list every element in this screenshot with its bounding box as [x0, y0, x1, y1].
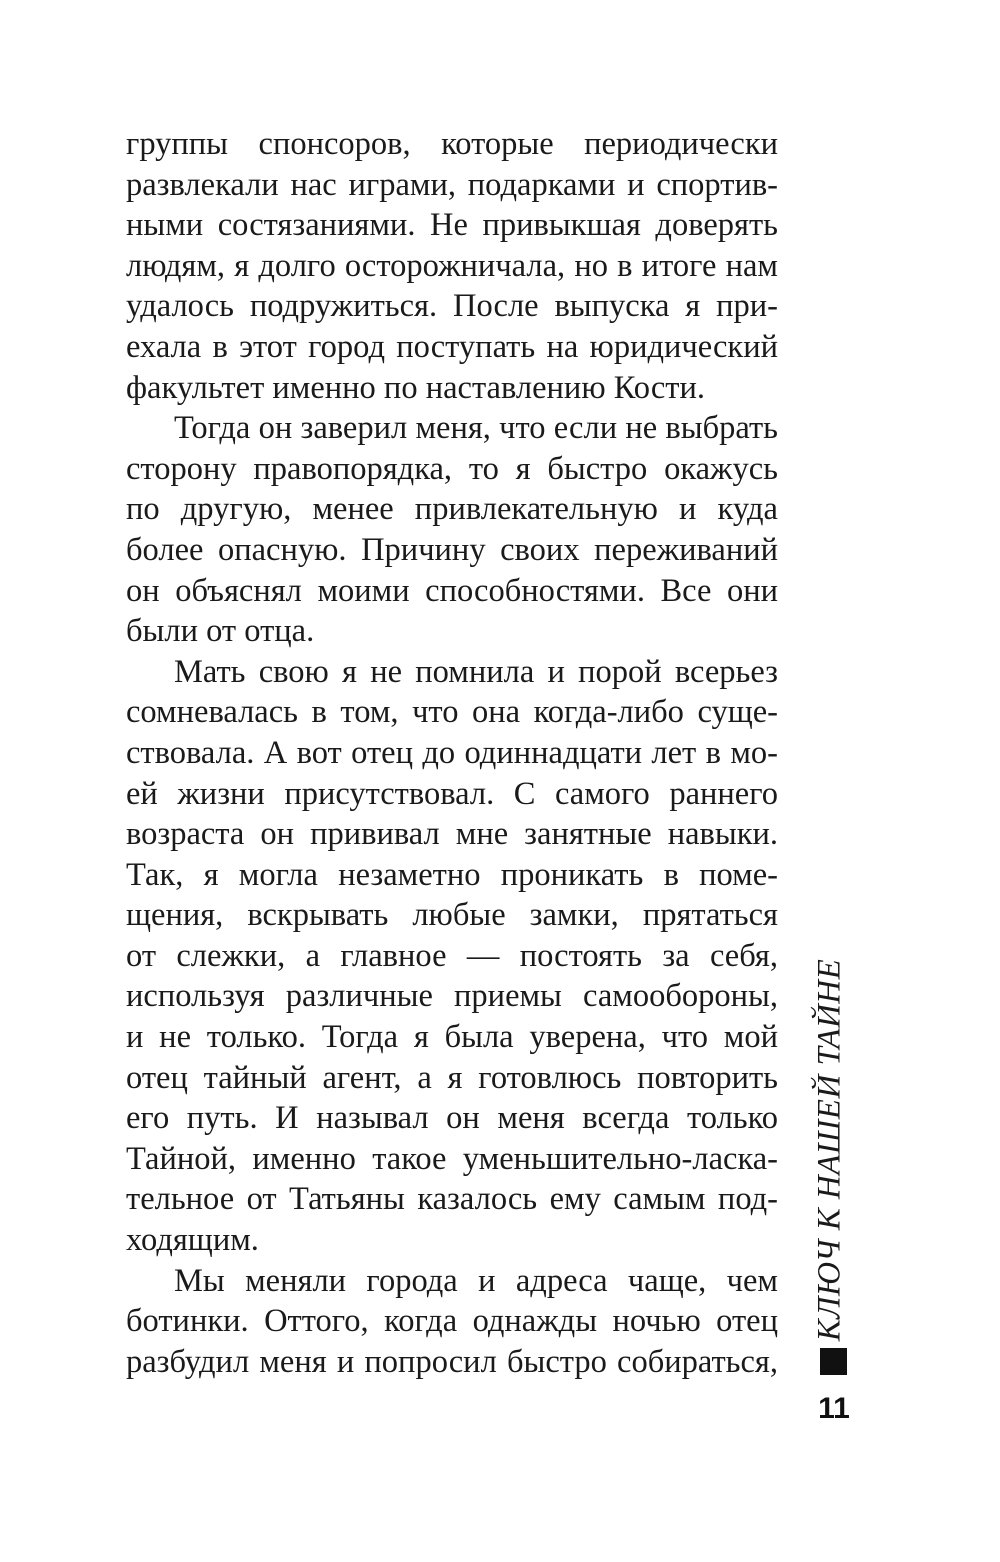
text-line: сторону правопорядка, то я быстро окажусь: [126, 450, 778, 487]
text-line: Тогда он заверил меня, что если не выбрать: [174, 410, 778, 447]
text-line: людям, я долго осторожничала, но в итоге нам: [126, 247, 778, 284]
body-text: [126, 124, 778, 1382]
running-title: КЛЮЧ К НАШЕЙ ТАЙНЕ: [811, 958, 848, 1342]
text-line: Мы меняли города и адреса чаще, чем: [174, 1262, 778, 1299]
text-line: разбудил меня и попросил быстро собираться,: [126, 1343, 778, 1380]
text-line: ехала в этот город поступать на юридический: [126, 328, 778, 365]
text-line: сомневалась в том, что она когда-либо суще-: [126, 694, 778, 731]
text-line: отец тайный агент, а я готовлюсь повторить: [126, 1059, 778, 1096]
text-line: Тайной, именно такое уменьшительно-ласка-: [126, 1140, 778, 1177]
text-line: более опасную. Причину своих переживаний: [126, 531, 778, 568]
text-line: Мать свою я не помнила и порой всерьез: [174, 653, 778, 690]
text-line: ными состязаниями. Не привыкшая доверять: [126, 207, 778, 244]
text-line: и не только. Тогда я была уверена, что мой: [126, 1019, 778, 1056]
text-line: используя различные приемы самообороны,: [126, 978, 778, 1015]
text-line: удалось подружиться. После выпуска я при-: [126, 288, 778, 325]
text-line: ботинки. Оттого, когда однажды ночью отец: [126, 1303, 778, 1340]
text-line: тельное от Татьяны казалось ему самым под-: [126, 1181, 778, 1218]
text-line: ходящим.: [126, 1222, 259, 1259]
text-line: группы спонсоров, которые периодически: [126, 126, 778, 162]
page-number: 11: [818, 1392, 850, 1425]
text-line: были от отца.: [126, 613, 315, 650]
text-line: щения, вскрывать любые замки, прятаться: [126, 897, 778, 934]
text-line: ей жизни присутствовал. С самого раннего: [126, 775, 778, 812]
text-line: возраста он прививал мне занятные навыки.: [126, 816, 778, 853]
text-line: факультет именно по наставлению Кости.: [126, 369, 705, 406]
text-line: Так, я могла незаметно проникать в поме-: [126, 856, 778, 893]
section-marker-square: [820, 1348, 847, 1375]
text-line: ствовала. А вот отец до одиннадцати лет в мо-: [126, 734, 778, 771]
text-line: по другую, менее привлекательную и куда: [126, 491, 778, 528]
text-line: он объяснял моими способностями. Все они: [126, 572, 778, 609]
text-line: развлекали нас играми, подарками и спортив-: [126, 166, 778, 203]
text-line: от слежки, а главное — постоять за себя,: [126, 937, 778, 974]
text-line: его путь. И называл он меня всегда только: [126, 1100, 778, 1137]
running-title-sidebar: [808, 958, 852, 1342]
